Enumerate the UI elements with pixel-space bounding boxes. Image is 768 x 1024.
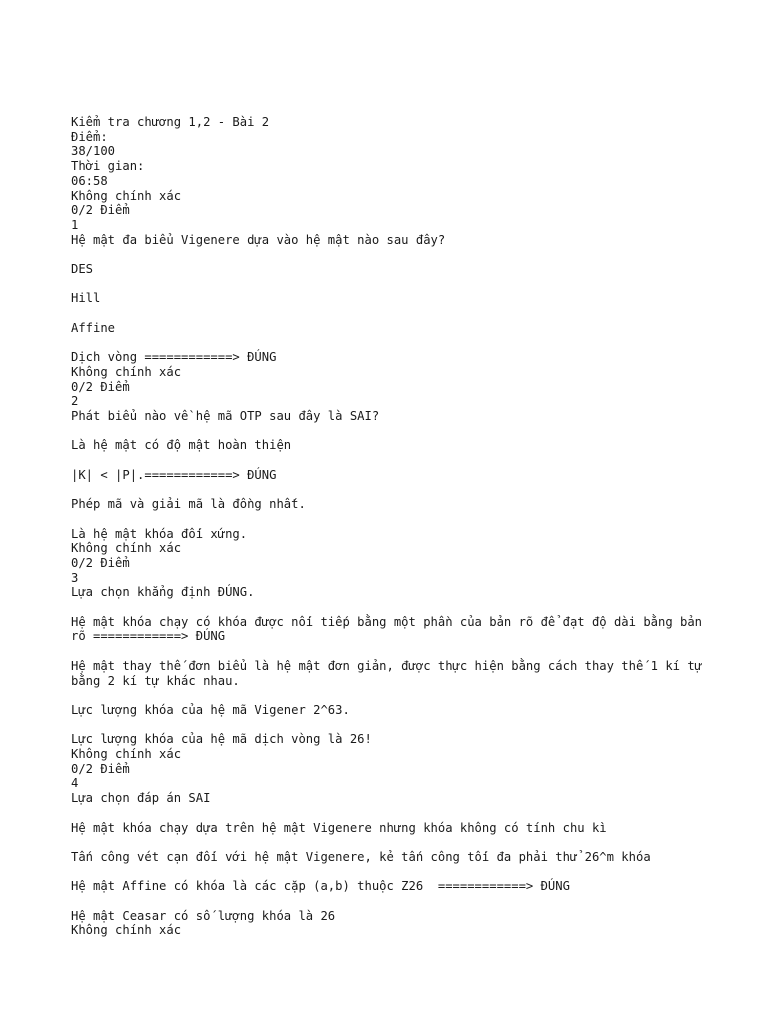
blank-line [71, 512, 721, 527]
blank-line [71, 806, 721, 821]
blank-line [71, 718, 721, 733]
question-prompt: Phát biểu nào về hệ mã OTP sau đây là SAI? [71, 409, 380, 423]
question-status: Không chính xác [71, 541, 182, 556]
question-prompt: Lựa chọn đáp án SAI [71, 791, 211, 806]
answer-option[interactable]: Là hệ mật khóa đối xứng. [71, 526, 248, 541]
question-prompt: Hệ mật đa biểu Vigenere dựa vào hệ mật nào sau đây? [71, 232, 446, 247]
answer-option[interactable]: Tấn công vét cạn đối với hệ mật Vigenere, kẻ tấn công tối đa phải thử 26^m khóa [71, 849, 651, 864]
question-number: 1 [71, 217, 79, 232]
question-prompt: Lựa chọn khẳng định ĐÚNG. [71, 585, 255, 600]
blank-line [71, 600, 721, 615]
question-number: 3 [71, 570, 79, 585]
blank-line [71, 865, 721, 880]
answer-option[interactable]: DES [71, 262, 94, 277]
answer-option[interactable]: Hill [71, 291, 101, 306]
answer-option[interactable]: Affine [71, 320, 116, 335]
blank-line [71, 247, 721, 262]
answer-option[interactable]: Lực lượng khóa của hệ mã dịch vòng là 26! [71, 732, 372, 747]
question-points: 0/2 Điểm [71, 761, 130, 776]
blank-line [71, 424, 721, 439]
answer-option[interactable]: Là hệ mật có độ mật hoàn thiện [71, 438, 292, 453]
question-status: Không chính xác [71, 364, 182, 379]
blank-line [71, 688, 721, 703]
question-points: 0/2 Điểm [71, 379, 130, 394]
answer-option[interactable]: Hệ mật Ceasar có số lượng khóa là 26 [71, 908, 336, 923]
answer-option[interactable]: Hệ mật thay thế đơn biểu là hệ mật đơn giản, được thực hiện bằng cách thay thế 1 kí tự bằng 2 kí tự khác nhau. [71, 658, 710, 688]
answer-option[interactable]: Dịch vòng ============> ĐÚNG [71, 350, 277, 365]
question-status: Không chính xác [71, 188, 182, 203]
answer-option[interactable]: Hệ mật khóa chạy dựa trên hệ mật Vigenere nhưng khóa không có tính chu kì [71, 820, 607, 835]
question-points: 0/2 Điểm [71, 555, 130, 570]
quiz-document [71, 115, 721, 938]
answer-option[interactable]: Hệ mật khóa chạy có khóa được nối tiếp bằng một phần của bản rõ để đạt độ dài bằng bản rõ ============> ĐÚNG [71, 614, 710, 644]
question-number: 2 [71, 394, 79, 409]
score-value: 38/100 [71, 144, 116, 159]
blank-line [71, 894, 721, 909]
answer-option[interactable]: Hệ mật Affine có khóa là các cặp (a,b) thuộc Z26 ============> ĐÚNG [71, 879, 570, 894]
blank-line [71, 644, 721, 659]
answer-option[interactable]: |K| < |P|.============> ĐÚNG [71, 467, 277, 482]
score-label: Điểm: [71, 129, 108, 144]
blank-line [71, 277, 721, 292]
time-value: 06:58 [71, 173, 108, 188]
answer-option[interactable]: Lực lượng khóa của hệ mã Vigener 2^63. [71, 702, 350, 717]
blank-line [71, 835, 721, 850]
blank-line [71, 482, 721, 497]
question-status: Không chính xác [71, 747, 182, 762]
question-number: 4 [71, 776, 79, 791]
blank-line [71, 306, 721, 321]
question-points: 0/2 Điểm [71, 203, 130, 218]
question-status: Không chính xác [71, 923, 182, 938]
answer-option[interactable]: Phép mã và giải mã là đồng nhất. [71, 497, 306, 512]
blank-line [71, 336, 721, 351]
quiz-title: Kiểm tra chương 1,2 - Bài 2 [71, 115, 270, 129]
time-label: Thời gian: [71, 159, 145, 174]
blank-line [71, 453, 721, 468]
